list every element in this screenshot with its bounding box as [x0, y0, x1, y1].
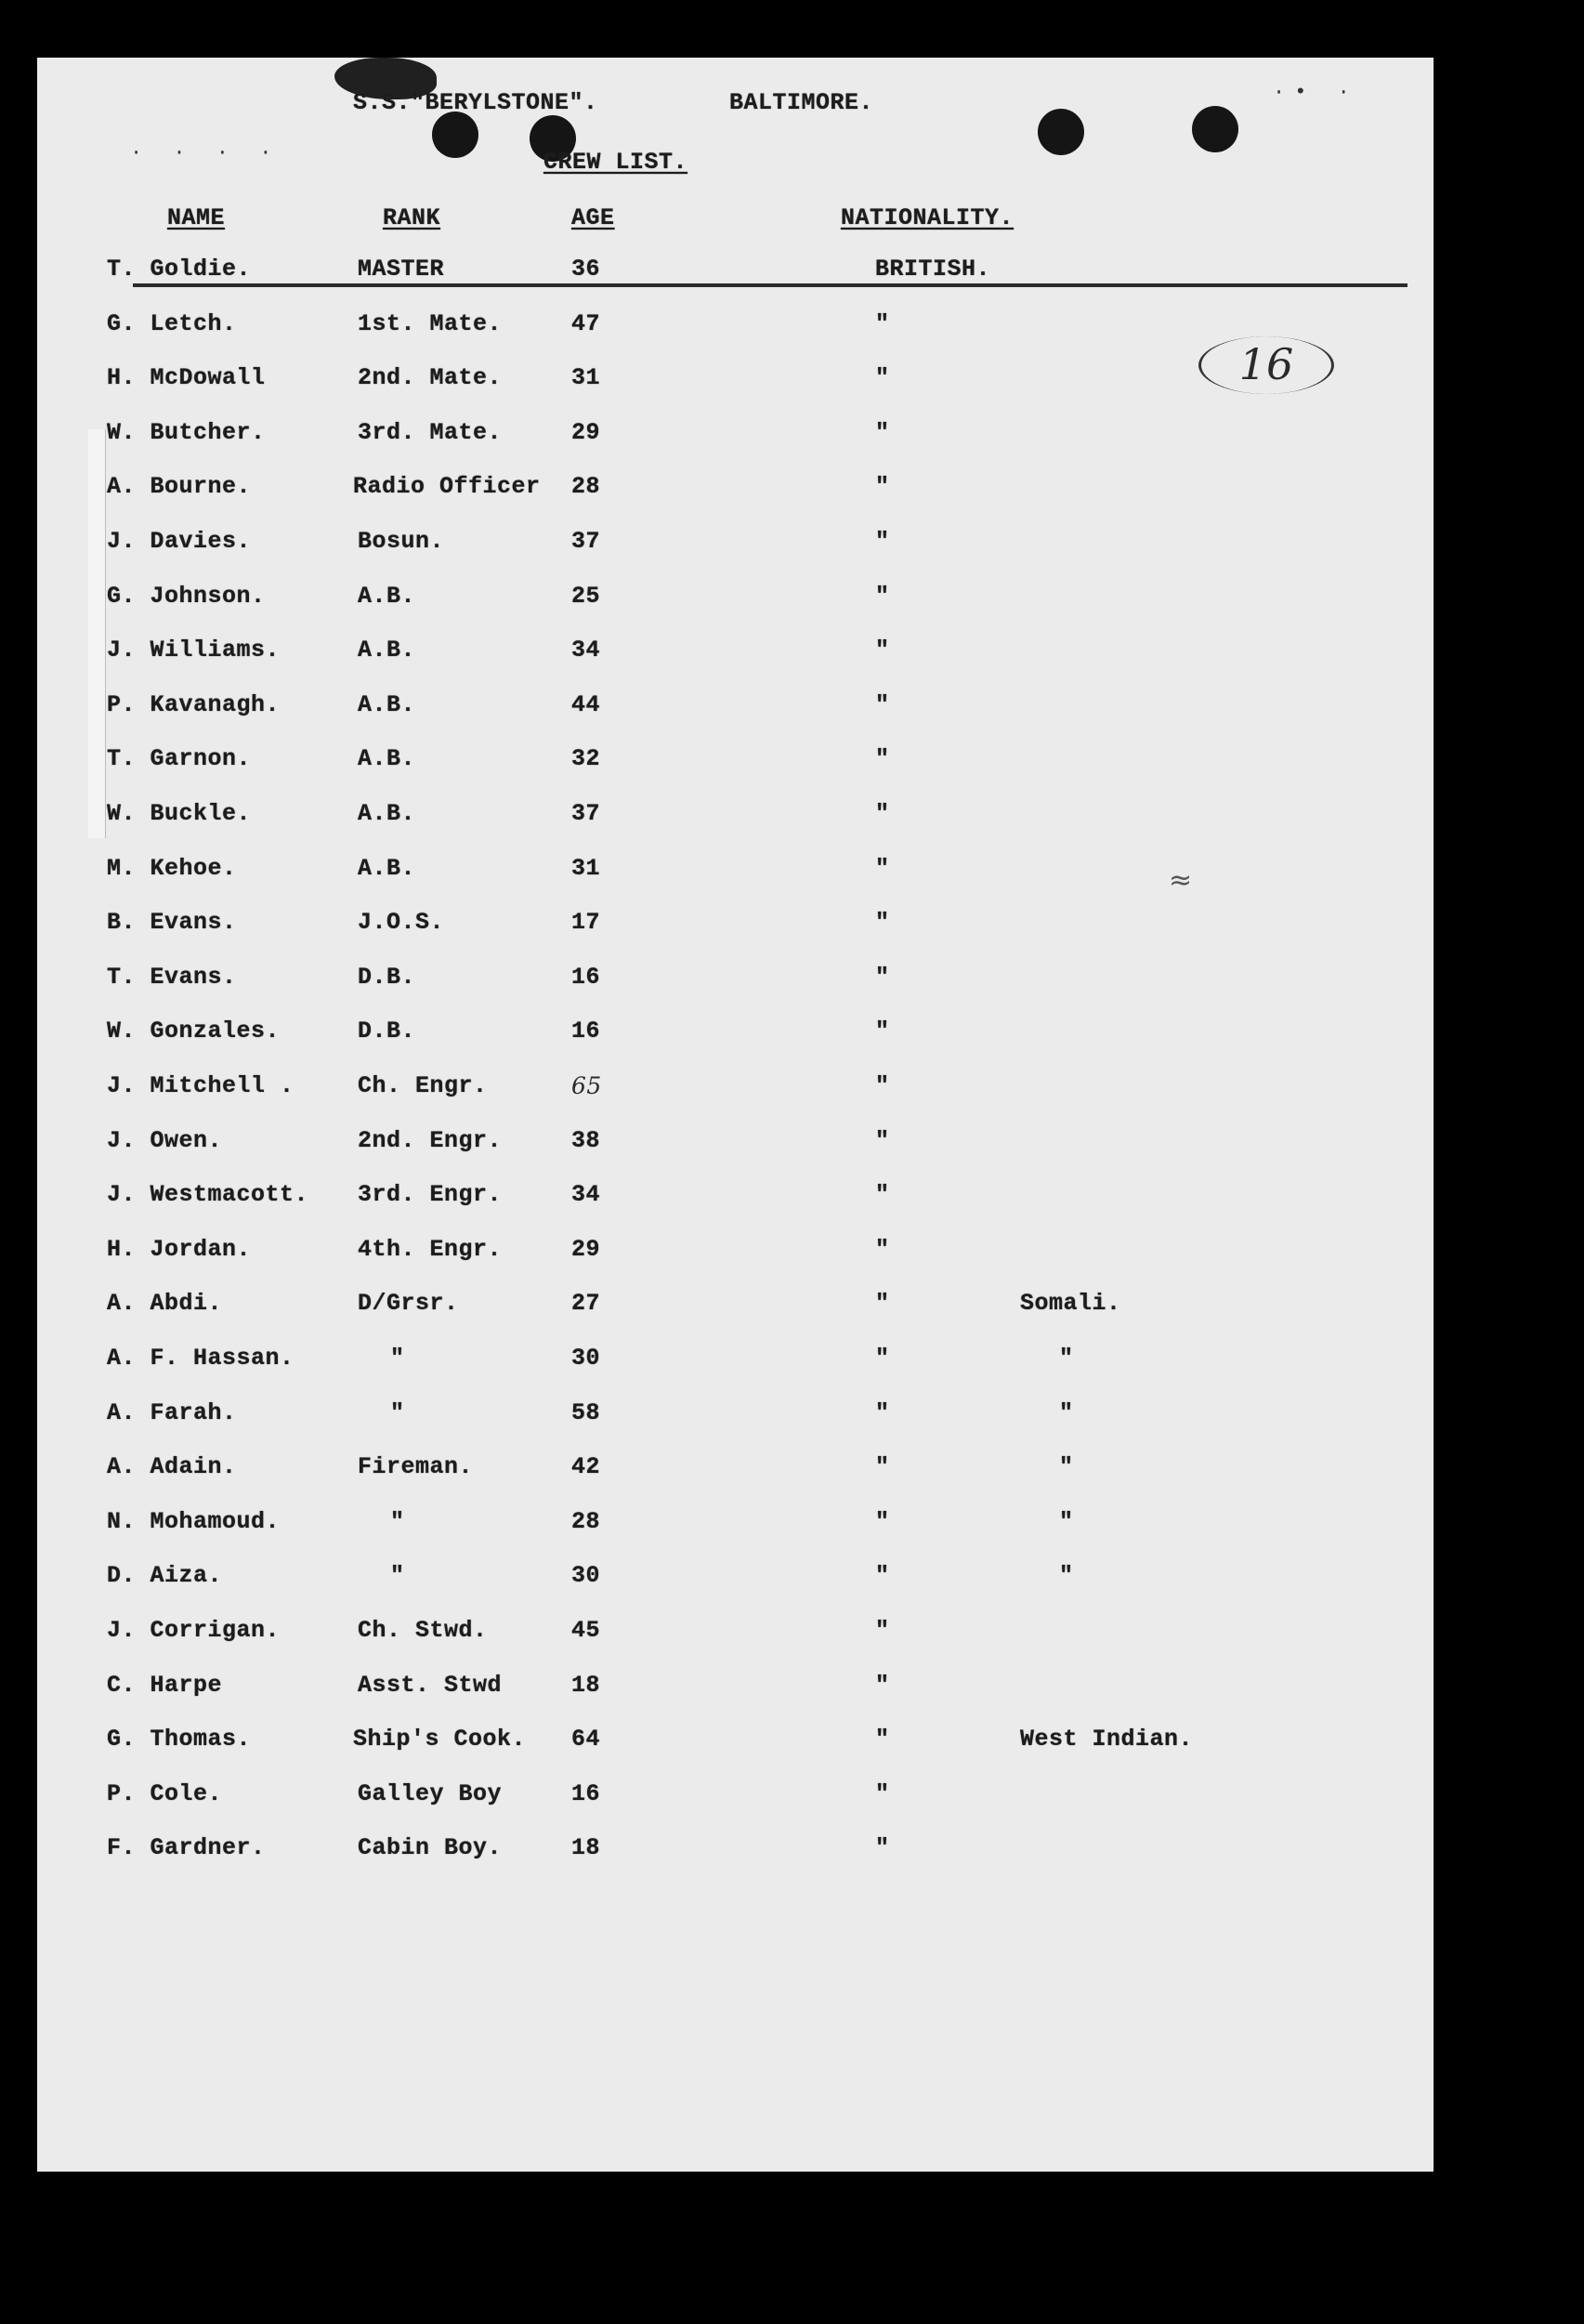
ink-scribble: ≈ — [1169, 864, 1193, 897]
crew-age: 34 — [571, 637, 601, 664]
crew-age: 18 — [571, 1671, 601, 1699]
crew-name: A. Farah. — [107, 1398, 237, 1426]
crew-nationality: " — [875, 1507, 890, 1535]
crew-age: 29 — [571, 418, 601, 446]
crew-nationality: " — [875, 1072, 890, 1099]
crew-rank: A.B. — [358, 800, 416, 827]
crew-name: M. Kehoe. — [107, 854, 237, 882]
crew-age: 37 — [571, 800, 601, 827]
crew-age: 38 — [571, 1126, 601, 1154]
crew-note: " — [1059, 1507, 1074, 1535]
crew-nationality: " — [875, 1562, 890, 1590]
crew-nationality: " — [875, 582, 890, 610]
crew-rank: Ch. Stwd. — [358, 1617, 488, 1644]
crew-name: N. Mohamoud. — [107, 1507, 281, 1535]
crew-name: W. Gonzales. — [107, 1018, 281, 1045]
crew-rank: 4th. Engr. — [358, 1235, 503, 1263]
punch-hole — [1038, 109, 1084, 155]
crew-nationality: " — [875, 1345, 890, 1372]
crew-name: J. Owen. — [107, 1126, 223, 1154]
column-header-name: NAME — [167, 204, 226, 231]
crew-age: 18 — [571, 1834, 601, 1862]
crew-nationality: " — [875, 963, 890, 991]
list-title: CREW LIST. — [543, 149, 688, 176]
crew-age: 36 — [571, 256, 601, 282]
crew-note: West Indian. — [1020, 1726, 1194, 1753]
crew-nationality: " — [875, 637, 890, 664]
crew-age: 45 — [571, 1617, 601, 1644]
crew-rank: Cabin Boy. — [358, 1834, 503, 1862]
crew-age: 25 — [571, 582, 601, 610]
crew-age: 16 — [571, 1779, 601, 1807]
crew-age: 29 — [571, 1235, 601, 1263]
crew-note: " — [1059, 1345, 1074, 1372]
crew-name: J. Davies. — [107, 528, 252, 555]
crew-name: H. McDowall — [107, 364, 266, 392]
crew-age: 64 — [571, 1726, 601, 1753]
crew-name: F. Gardner. — [107, 1834, 266, 1862]
crew-nationality: " — [875, 1617, 890, 1644]
crew-age: 27 — [571, 1290, 601, 1318]
crew-rank: Bosun. — [358, 528, 445, 555]
crew-note: " — [1059, 1453, 1074, 1481]
column-header-nationality: NATIONALITY. — [841, 204, 1015, 231]
crew-name: W. Buckle. — [107, 800, 252, 827]
crew-age: 37 — [571, 528, 601, 555]
crew-note: Somali. — [1020, 1290, 1121, 1318]
crew-name: J. Mitchell . — [107, 1072, 295, 1099]
crew-nationality: " — [875, 1181, 890, 1209]
crew-nationality: " — [875, 364, 890, 392]
crew-name: G. Letch. — [107, 309, 237, 337]
crew-note: " — [1059, 1562, 1074, 1590]
crew-age: 31 — [571, 364, 601, 392]
port-name: BALTIMORE. — [729, 89, 874, 116]
crew-age: 28 — [571, 473, 601, 501]
crew-nationality: " — [875, 909, 890, 937]
folio-number: 16 — [1198, 336, 1334, 394]
column-header-rank: RANK — [383, 204, 441, 231]
crew-rank: D.B. — [358, 1018, 416, 1045]
crew-age: 16 — [571, 963, 601, 991]
crew-name: A. Adain. — [107, 1453, 237, 1481]
crew-age: 32 — [571, 745, 601, 773]
crew-name: A. Bourne. — [107, 473, 252, 501]
crew-name: G. Johnson. — [107, 582, 266, 610]
crew-name: J. Westmacott. — [107, 1181, 309, 1209]
torn-paper-strip — [88, 429, 106, 838]
punch-hole — [432, 112, 478, 158]
crew-nationality: " — [875, 1779, 890, 1807]
header-rule — [133, 283, 1407, 287]
document-page — [37, 58, 1433, 2172]
crew-nationality: " — [875, 1235, 890, 1263]
crew-nationality: " — [875, 690, 890, 718]
crew-nationality: " — [875, 1834, 890, 1862]
crew-nationality: " — [875, 528, 890, 555]
crew-name: A. Abdi. — [107, 1290, 223, 1318]
crew-name: H. Jordan. — [107, 1235, 252, 1263]
crew-age: 44 — [571, 690, 601, 718]
crew-nationality: " — [875, 745, 890, 773]
crew-name: B. Evans. — [107, 909, 237, 937]
crew-rank: 3rd. Mate. — [358, 418, 503, 446]
crew-rank: " — [390, 1507, 405, 1535]
crew-name: W. Butcher. — [107, 418, 266, 446]
crew-rank: " — [390, 1562, 405, 1590]
crew-nationality: " — [875, 1398, 890, 1426]
crew-nationality: " — [875, 418, 890, 446]
crew-rank: 1st. Mate. — [358, 309, 503, 337]
crew-rank: " — [390, 1345, 405, 1372]
crew-age: 16 — [571, 1018, 601, 1045]
crew-name: T. Goldie. — [107, 256, 252, 282]
column-header-age: AGE — [571, 204, 615, 231]
crew-name: G. Thomas. — [107, 1726, 252, 1753]
crew-rank: Asst. Stwd — [358, 1671, 503, 1699]
crew-age: 17 — [571, 909, 601, 937]
crew-name: J. Corrigan. — [107, 1617, 281, 1644]
crew-age: 28 — [571, 1507, 601, 1535]
crew-nationality: " — [875, 1290, 890, 1318]
crew-nationality: " — [875, 1018, 890, 1045]
stray-marks: ·• · — [1273, 81, 1359, 104]
crew-rank: A.B. — [358, 690, 416, 718]
crew-name: T. Evans. — [107, 963, 237, 991]
crew-rank: 2nd. Engr. — [358, 1126, 503, 1154]
crew-rank: Galley Boy — [358, 1779, 503, 1807]
crew-rank: Fireman. — [358, 1453, 474, 1481]
crew-rank: A.B. — [358, 745, 416, 773]
crew-name: P. Kavanagh. — [107, 690, 281, 718]
crew-nationality: " — [875, 1126, 890, 1154]
crew-age: 31 — [571, 854, 601, 882]
crew-age: 30 — [571, 1345, 601, 1372]
crew-rank: A.B. — [358, 854, 416, 882]
crew-age: 58 — [571, 1398, 601, 1426]
crew-name: A. F. Hassan. — [107, 1345, 295, 1372]
crew-nationality: " — [875, 309, 890, 337]
crew-name: J. Williams. — [107, 637, 281, 664]
crew-nationality: " — [875, 800, 890, 827]
crew-age: 34 — [571, 1181, 601, 1209]
crew-age: 65 — [571, 1072, 602, 1099]
crew-age: 47 — [571, 309, 601, 337]
crew-nationality: " — [875, 854, 890, 882]
crew-name: P. Cole. — [107, 1779, 223, 1807]
crew-name: D. Aiza. — [107, 1562, 223, 1590]
crew-rank: Ch. Engr. — [358, 1072, 488, 1099]
crew-nationality: " — [875, 1671, 890, 1699]
crew-nationality: " — [875, 473, 890, 501]
ship-name: S.S."BERYLSTONE". — [353, 89, 598, 116]
crew-rank: 3rd. Engr. — [358, 1181, 503, 1209]
stray-marks: · · · · — [130, 141, 281, 164]
crew-nationality: " — [875, 1726, 890, 1753]
crew-age: 30 — [571, 1562, 601, 1590]
crew-rank: A.B. — [358, 582, 416, 610]
crew-name: C. Harpe — [107, 1671, 223, 1699]
crew-nationality: " — [875, 1453, 890, 1481]
crew-rank: Ship's Cook. — [353, 1726, 527, 1753]
crew-rank: " — [390, 1398, 405, 1426]
crew-rank: D/Grsr. — [358, 1290, 459, 1318]
crew-rank: 2nd. Mate. — [358, 364, 503, 392]
punch-hole — [1192, 106, 1238, 152]
crew-rank: A.B. — [358, 637, 416, 664]
crew-name: T. Garnon. — [107, 745, 252, 773]
crew-note: " — [1059, 1398, 1074, 1426]
crew-rank: Radio Officer — [353, 473, 541, 501]
crew-nationality: BRITISH. — [875, 256, 991, 282]
crew-rank: MASTER — [358, 256, 445, 282]
crew-rank: J.O.S. — [358, 909, 445, 937]
crew-rank: D.B. — [358, 963, 416, 991]
crew-age: 42 — [571, 1453, 601, 1481]
